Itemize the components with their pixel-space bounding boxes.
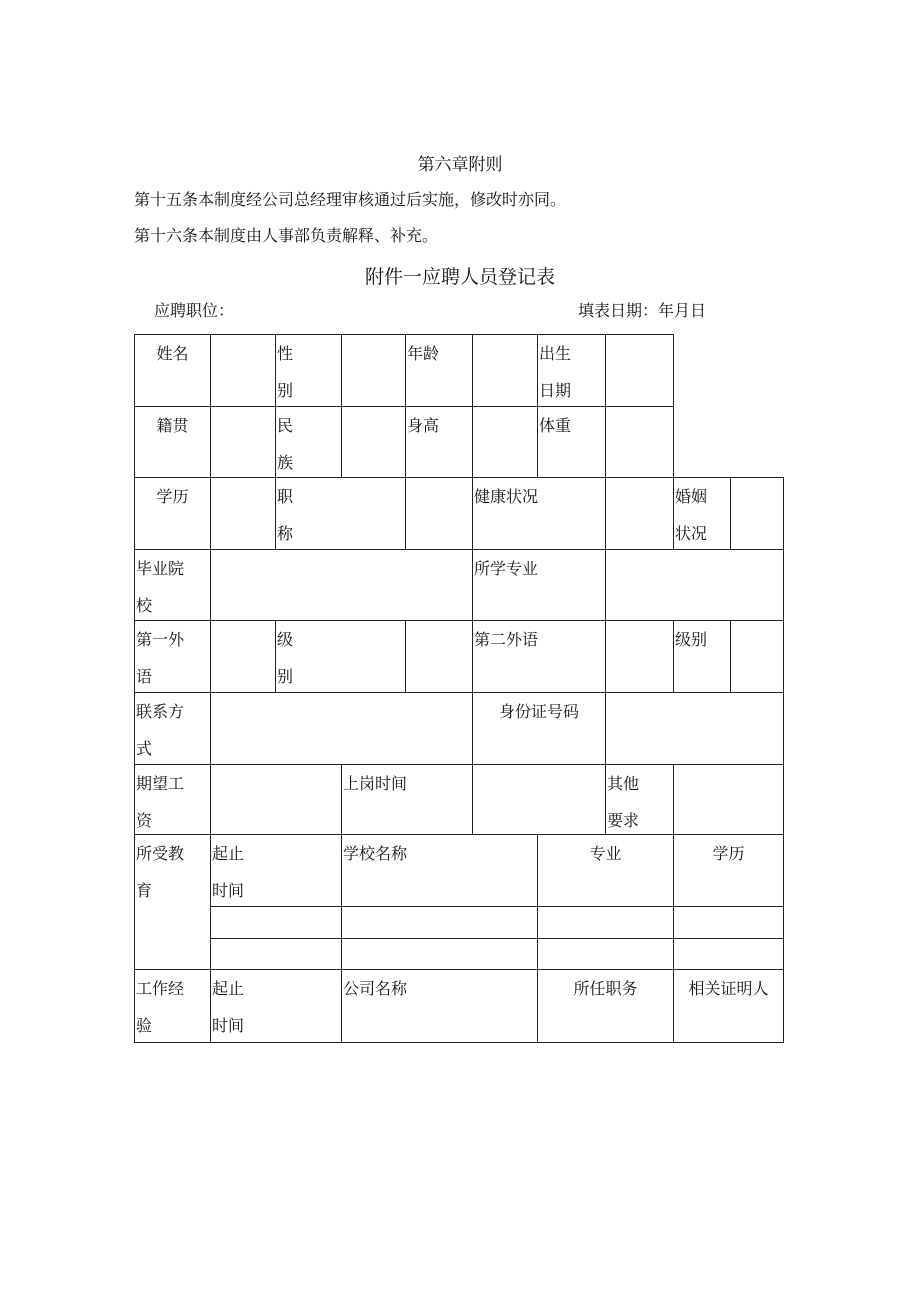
label-school-name: 学校名称 xyxy=(341,834,538,907)
label-lang2: 第二外语 xyxy=(472,620,606,693)
label-gender: 性 别 xyxy=(275,334,342,407)
input-other[interactable] xyxy=(673,764,784,835)
label-start-date: 上岗时间 xyxy=(341,764,473,835)
input-height[interactable] xyxy=(472,406,538,478)
input-lang1[interactable] xyxy=(210,620,276,693)
input-birthdate[interactable] xyxy=(605,334,674,407)
label-birthdate: 出生 日期 xyxy=(537,334,606,407)
input-ethnicity[interactable] xyxy=(341,406,406,478)
input-major[interactable] xyxy=(605,549,784,621)
label-reference: 相关证明人 xyxy=(673,969,784,1043)
label-ethnicity: 民 族 xyxy=(275,406,342,478)
input-education[interactable] xyxy=(210,477,276,550)
label-name: 姓名 xyxy=(134,334,211,407)
input-health[interactable] xyxy=(605,477,674,550)
label-other: 其他 要求 xyxy=(605,764,674,835)
label-edu-period: 起止 时间 xyxy=(210,834,342,907)
date-label: 填表日期：年月日 xyxy=(578,301,707,320)
input-gender[interactable] xyxy=(341,334,406,407)
position-label: 应聘职位： xyxy=(154,301,235,320)
label-lang1: 第一外 语 xyxy=(134,620,211,693)
label-lang1-level: 级 别 xyxy=(275,620,406,693)
label-lang2-level: 级别 xyxy=(673,620,731,693)
label-company-name: 公司名称 xyxy=(341,969,538,1043)
label-marital: 婚姻 状况 xyxy=(673,477,731,550)
label-edu-history: 所受教 育 xyxy=(134,834,211,970)
edu-row-2-school[interactable] xyxy=(341,938,538,970)
input-lang2[interactable] xyxy=(605,620,674,693)
label-edu-degree: 学历 xyxy=(673,834,784,907)
input-title-rank[interactable] xyxy=(405,477,473,550)
input-contact[interactable] xyxy=(210,692,473,765)
label-contact: 联系方 式 xyxy=(134,692,211,765)
label-major: 所学专业 xyxy=(472,549,606,621)
edu-row-1-period[interactable] xyxy=(210,906,342,939)
input-lang2-level[interactable] xyxy=(730,620,784,693)
edu-row-1-degree[interactable] xyxy=(673,906,784,939)
edu-row-1-school[interactable] xyxy=(341,906,538,939)
article-16: 第十六条本制度由人事部负责解释、补充。 xyxy=(134,226,439,245)
input-age[interactable] xyxy=(472,334,538,407)
label-id-number: 身份证号码 xyxy=(472,692,606,765)
input-salary[interactable] xyxy=(210,764,342,835)
input-start-date[interactable] xyxy=(472,764,606,835)
label-education: 学历 xyxy=(134,477,211,550)
label-height: 身高 xyxy=(405,406,473,478)
edu-row-2-period[interactable] xyxy=(210,938,342,970)
label-school: 毕业院 校 xyxy=(134,549,211,621)
input-native-place[interactable] xyxy=(210,406,276,478)
label-native-place: 籍贯 xyxy=(134,406,211,478)
edu-row-1-major[interactable] xyxy=(537,906,674,939)
label-work-period: 起止 时间 xyxy=(210,969,342,1043)
form-title: 附件一应聘人员登记表 xyxy=(364,266,555,288)
input-school[interactable] xyxy=(210,549,473,621)
label-edu-major: 专业 xyxy=(537,834,674,907)
chapter-heading: 第六章附则 xyxy=(417,155,503,175)
input-name[interactable] xyxy=(210,334,276,407)
input-weight[interactable] xyxy=(605,406,674,478)
article-15: 第十五条本制度经公司总经理审核通过后实施，修改时亦同。 xyxy=(134,190,567,209)
label-health: 健康状况 xyxy=(472,477,606,550)
label-work-history: 工作经 验 xyxy=(134,969,211,1043)
label-title-rank: 职 称 xyxy=(275,477,406,550)
input-id-number[interactable] xyxy=(605,692,784,765)
edu-row-2-major[interactable] xyxy=(537,938,674,970)
label-weight: 体重 xyxy=(537,406,606,478)
label-job-title: 所任职务 xyxy=(537,969,674,1043)
edu-row-2-degree[interactable] xyxy=(673,938,784,970)
input-marital[interactable] xyxy=(730,477,784,550)
input-lang1-level[interactable] xyxy=(405,620,473,693)
label-age: 年龄 xyxy=(405,334,473,407)
label-salary: 期望工 资 xyxy=(134,764,211,835)
